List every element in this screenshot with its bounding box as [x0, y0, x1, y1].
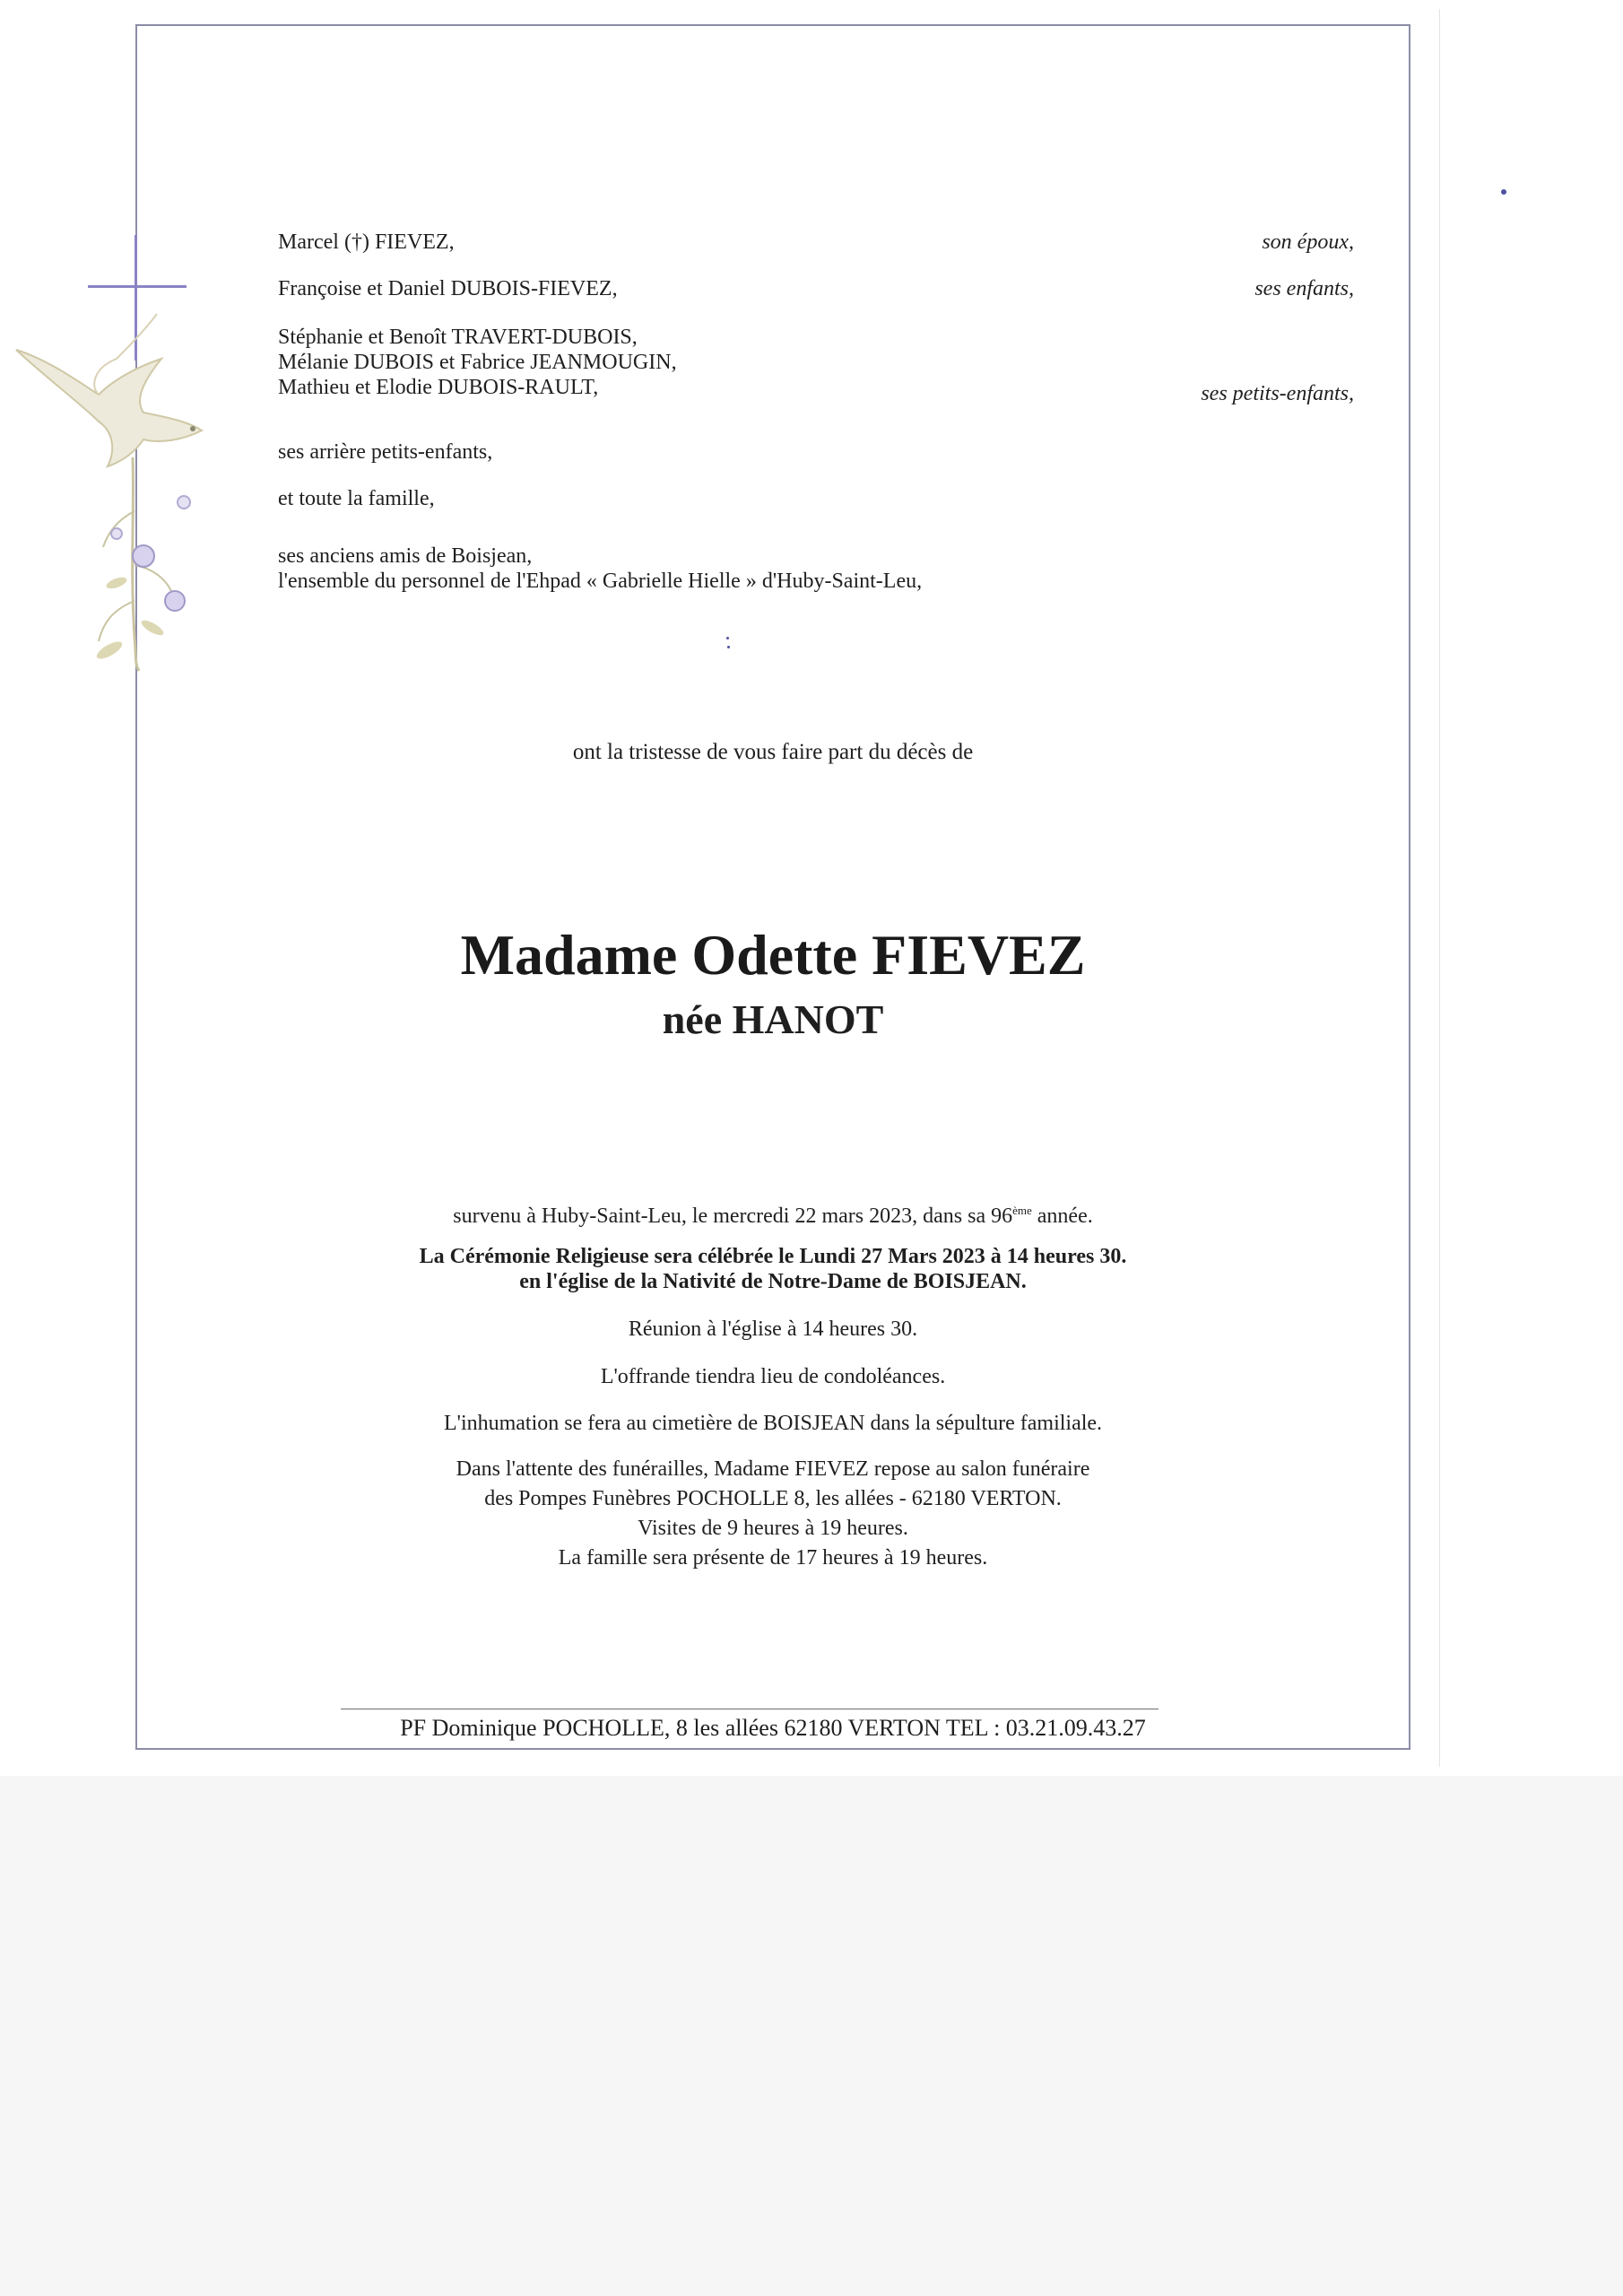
great-grandchildren: ses arrière petits-enfants, [278, 440, 493, 464]
staff-line: l'ensemble du personnel de l'Ehpad « Gabrielle Hielle » d'Huby-Saint-Leu, [278, 570, 923, 593]
husband-relation: son époux, [1262, 230, 1354, 254]
grandchild-line: Mélanie DUBOIS et Fabrice JEANMOUGIN, [278, 351, 677, 374]
grandchildren-relation: ses petits-enfants, [1201, 382, 1354, 405]
scan-speck [1501, 189, 1506, 195]
ceremony-line-1: La Cérémonie Religieuse sera célébrée le Lundi 27 Mars 2023 à 14 heures 30. [419, 1245, 1127, 1268]
dove-flower-decoration-icon [9, 296, 242, 673]
children-relation: ses enfants, [1254, 277, 1354, 300]
scan-background [0, 1776, 1623, 2296]
ordinal-suffix: ème [1012, 1204, 1032, 1217]
burial-info: L'inhumation se fera au cimetière de BOISJEAN dans la sépulture familiale. [443, 1412, 1103, 1435]
meeting-info: Réunion à l'église à 14 heures 30. [628, 1318, 918, 1341]
grandchild-line: Stéphanie et Benoît TRAVERT-DUBOIS, [278, 326, 638, 349]
rest-line-1: Dans l'attente des funérailles, Madame FIEVEZ repose au salon funéraire [456, 1457, 1090, 1481]
ceremony-line-2: en l'église de la Nativité de Notre-Dame de BOISJEAN. [519, 1270, 1027, 1293]
scan-speck [726, 637, 729, 639]
husband-name: Marcel (†) FIEVEZ, [278, 230, 455, 254]
grandchild-line: Mathieu et Elodie DUBOIS-RAULT, [278, 376, 599, 399]
offering-info: L'offrande tiendra lieu de condoléances. [600, 1365, 946, 1388]
rest-line-4: La famille sera présente de 17 heures à 19 heures. [558, 1546, 988, 1570]
scan-speck [727, 646, 730, 648]
death-details-end: année. [1031, 1205, 1093, 1228]
cross-icon-horizontal [88, 285, 187, 288]
whole-family: et toute la famille, [278, 487, 435, 510]
funeral-home-footer: PF Dominique POCHOLLE, 8 les allées 62180 VERTON TEL : 03.21.09.43.27 [400, 1715, 1146, 1741]
rest-line-3: Visites de 9 heures à 19 heures. [638, 1517, 908, 1540]
death-details [135, 1196, 1410, 1231]
announcement-text: ont la tristesse de vous faire part du décès de [572, 740, 974, 764]
maiden-name: née HANOT [662, 996, 884, 1042]
death-details-text: survenu à Huby-Saint-Leu, le mercredi 22 mars 2023, dans sa 96 [453, 1205, 1013, 1228]
children-names: Françoise et Daniel DUBOIS-FIEVEZ, [278, 277, 618, 300]
deceased-name: Madame Odette FIEVEZ [460, 923, 1086, 987]
rest-line-2: des Pompes Funèbres POCHOLLE 8, les allées - 62180 VERTON. [484, 1487, 1062, 1510]
page-edge [1439, 9, 1440, 1767]
friends-line: ses anciens amis de Boisjean, [278, 544, 533, 568]
